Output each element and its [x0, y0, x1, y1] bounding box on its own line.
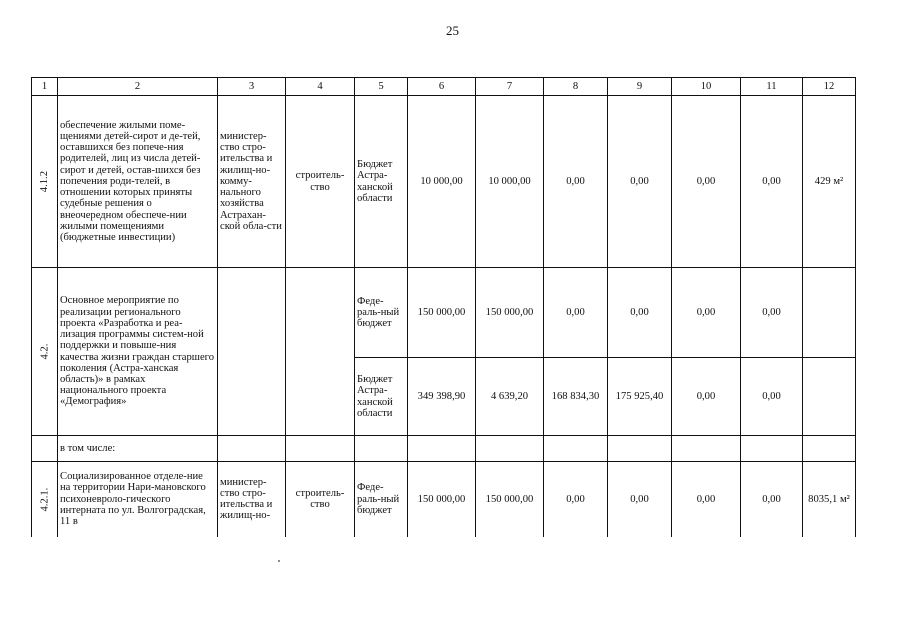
col-header-9: 9	[608, 78, 672, 96]
col-header-2: 2	[58, 78, 218, 96]
row-value: 0,00	[608, 462, 672, 537]
col-header-4: 4	[286, 78, 355, 96]
empty-cell	[803, 436, 856, 462]
row-code: 4.2.	[32, 268, 58, 436]
row-description: Социализированное отделе-ние на территории Нари-мановского психоневроло-гического интерната по ул. Волгоградская, 11 в	[58, 462, 218, 537]
row-value: 0,00	[608, 96, 672, 268]
col-header-10: 10	[672, 78, 741, 96]
table-row-4-2-1	[32, 462, 856, 537]
row-type: строитель-ство	[286, 462, 355, 537]
col-header-8: 8	[544, 78, 608, 96]
row-value: 150 000,00	[476, 268, 544, 358]
row-value: 10 000,00	[476, 96, 544, 268]
row-description: обеспечение жилыми поме-щениями детей-сирот и де-тей, оставшихся без попече-ния родителей, лиц из числа детей-сирот и детей, остав-шихся без попечения роди-телей, в отношении которых приняты судебные решения о внеочередном обеспече-нии жилыми помещениями (бюджетные инвестиции)	[58, 96, 218, 268]
col-header-3: 3	[218, 78, 286, 96]
row-result: 429 м²	[803, 96, 856, 268]
row-executor	[218, 268, 286, 436]
empty-cell	[608, 436, 672, 462]
scan-speck	[278, 560, 280, 562]
col-header-12: 12	[803, 78, 856, 96]
row-code	[32, 436, 58, 462]
row-funding-source: Феде-раль-ный бюджет	[355, 462, 408, 537]
row-funding-source: Бюджет Астра-ханской области	[355, 358, 408, 436]
empty-cell	[672, 436, 741, 462]
budget-table	[31, 77, 856, 537]
row-value: 0,00	[741, 358, 803, 436]
row-value: 150 000,00	[408, 268, 476, 358]
row-value: 0,00	[544, 268, 608, 358]
col-header-11: 11	[741, 78, 803, 96]
row-value: 0,00	[544, 462, 608, 537]
row-value: 0,00	[608, 268, 672, 358]
table-row-4-2-federal	[32, 268, 856, 358]
row-value: 175 925,40	[608, 358, 672, 436]
row-value: 0,00	[672, 268, 741, 358]
row-value: 0,00	[741, 268, 803, 358]
row-value: 0,00	[672, 96, 741, 268]
row-value: 10 000,00	[408, 96, 476, 268]
row-value: 150 000,00	[408, 462, 476, 537]
col-header-5: 5	[355, 78, 408, 96]
table-row-4-1-2	[32, 96, 856, 268]
row-result: 8035,1 м²	[803, 462, 856, 537]
row-value: 4 639,20	[476, 358, 544, 436]
col-header-6: 6	[408, 78, 476, 96]
row-value: 0,00	[544, 96, 608, 268]
empty-cell	[544, 436, 608, 462]
row-executor: министер-ство стро-ительства и жилищ-но-	[218, 462, 286, 537]
empty-cell	[218, 436, 286, 462]
row-result	[803, 268, 856, 358]
empty-cell	[741, 436, 803, 462]
row-funding-source: Бюджет Астра-ханской области	[355, 96, 408, 268]
row-value: 150 000,00	[476, 462, 544, 537]
col-header-1: 1	[32, 78, 58, 96]
row-value: 0,00	[741, 462, 803, 537]
row-result	[803, 358, 856, 436]
empty-cell	[476, 436, 544, 462]
row-value: 0,00	[672, 462, 741, 537]
empty-cell	[355, 436, 408, 462]
row-code: 4.1.2	[32, 96, 58, 268]
empty-cell	[286, 436, 355, 462]
row-code: 4.2.1.	[32, 462, 58, 537]
table-row-including	[32, 436, 856, 462]
row-type: строитель-ство	[286, 96, 355, 268]
row-value: 0,00	[741, 96, 803, 268]
row-description: Основное мероприятие по реализации регионального проекта «Разработка и реа-лизация программы систем-ной поддержки и повыше-ния качества жизни граждан старшего поколения (Астра-ханская область)» в рамках национального проекта «Демография»	[58, 268, 218, 436]
row-type	[286, 268, 355, 436]
empty-cell	[408, 436, 476, 462]
row-value: 349 398,90	[408, 358, 476, 436]
including-label: в том числе:	[58, 436, 218, 462]
row-executor: министер-ство стро-ительства и жилищ-но-комму-нального хозяйства Астрахан-ской обла-сти	[218, 96, 286, 268]
row-value: 0,00	[672, 358, 741, 436]
row-value: 168 834,30	[544, 358, 608, 436]
row-funding-source: Феде-раль-ный бюджет	[355, 268, 408, 358]
column-number-row	[32, 78, 856, 96]
col-header-7: 7	[476, 78, 544, 96]
page-number: 25	[446, 23, 459, 38]
